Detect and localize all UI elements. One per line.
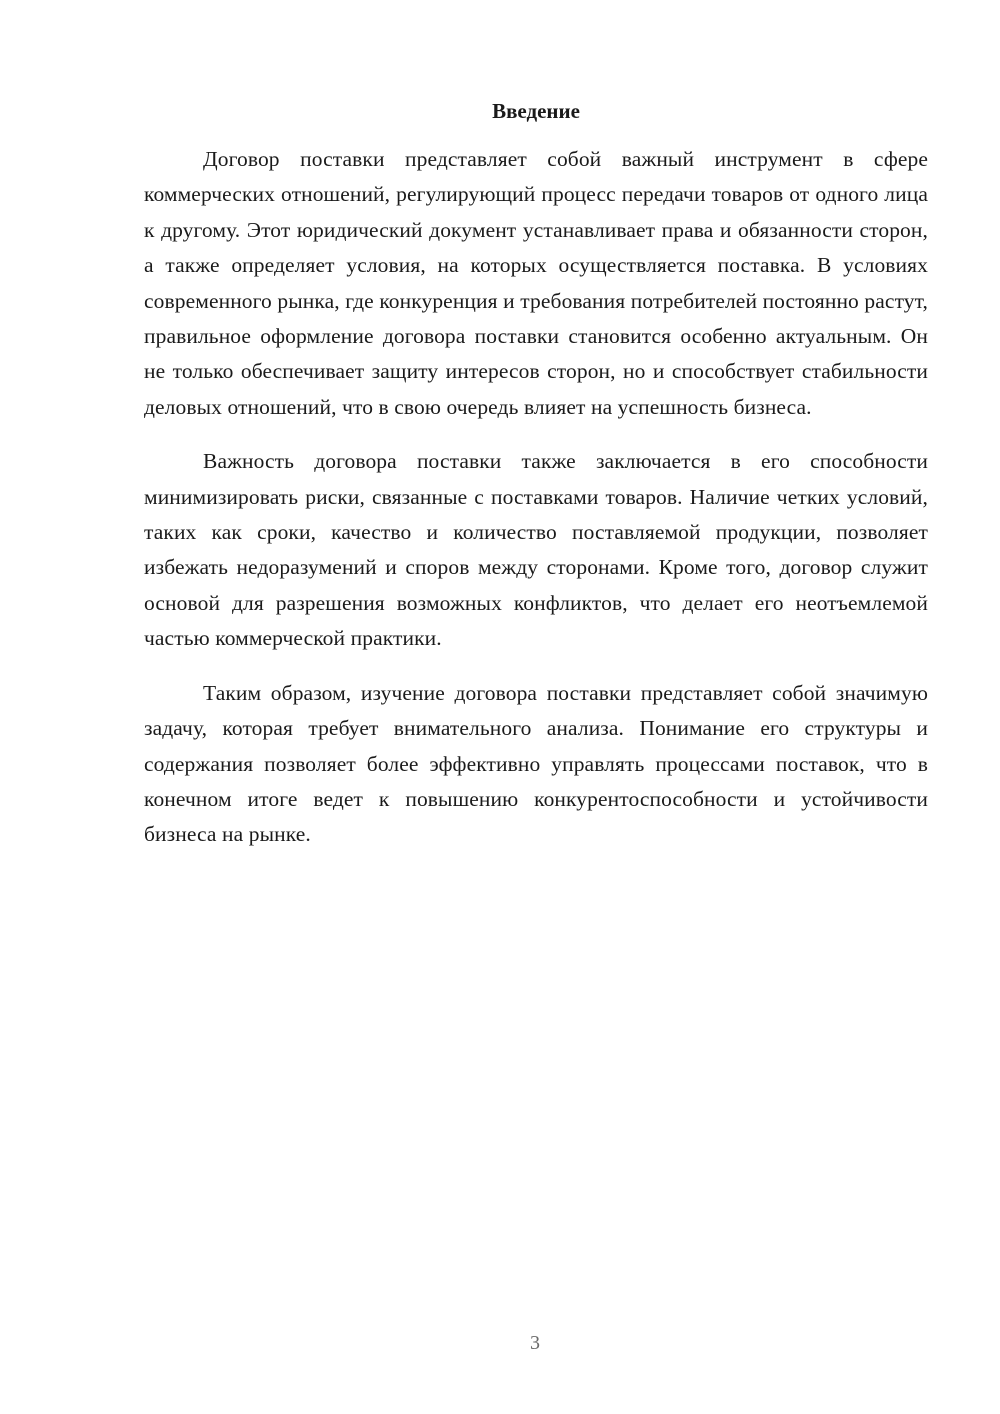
section-title: Введение bbox=[492, 99, 580, 123]
page-number: 3 bbox=[530, 1332, 540, 1354]
paragraph-3: Таким образом, изучение договора поставки представляет собой значимую задачу, которая требует внимательного анализа. Понимание его структуры и содержания позволяет более эффективно управлять процессами поставок, что в конечном итоге ведет к повышению конкурентоспособности и устойчивости бизнеса на рынке. bbox=[144, 680, 928, 847]
paragraph-1: Договор поставки представляет собой важный инструмент в сфере коммерческих отношений, регулирующий процесс передачи товаров от одного лица к другому. Этот юридический документ устанавливает права и обязанности сторон, а также определяет условия, на которых осуществляется поставка. В условиях современного рынка, где конкуренция и требования потребителей постоянно растут, правильное оформление договора поставки становится особенно актуальным. Он не только обеспечивает защиту интересов сторон, но и способствует стабильности деловых отношений, что в свою очередь влияет на успешность бизнеса. bbox=[144, 147, 928, 419]
section-body bbox=[144, 142, 928, 872]
paragraph-2: Важность договора поставки также заключается в его способности минимизировать риски, связанные с поставками товаров. Наличие четких условий, таких как сроки, качество и количество поставляемой продукции, позволяет избежать недоразумений и споров между сторонами. Кроме того, договор служит основой для разрешения возможных конфликтов, что делает его неотъемлемой частью коммерческой практики. bbox=[144, 449, 928, 651]
